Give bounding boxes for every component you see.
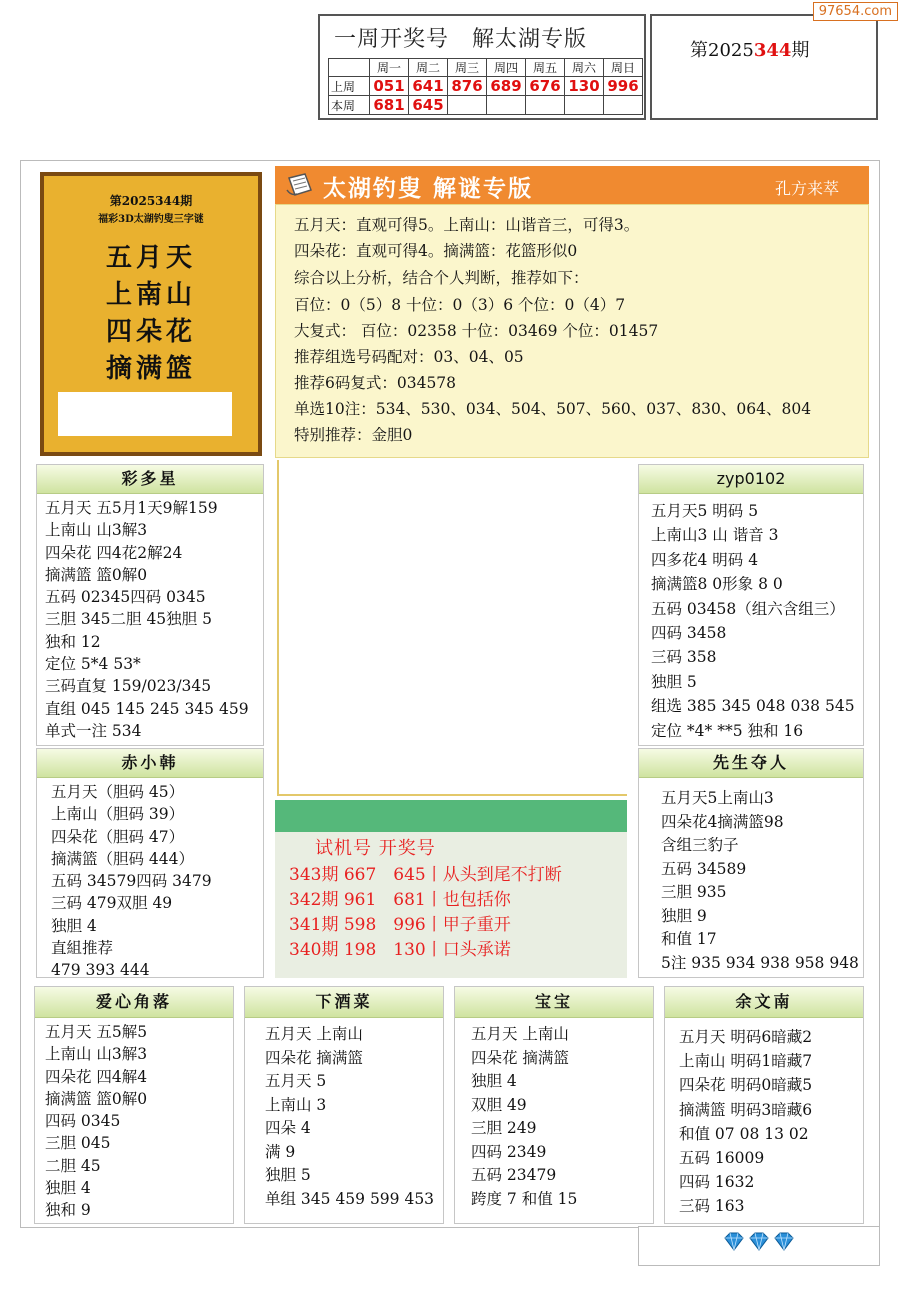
panel-line: 三码 163 — [679, 1197, 745, 1216]
panel-line: 独和 12 — [45, 632, 101, 651]
panel-line: 双胆 49 — [471, 1095, 527, 1114]
issue-number — [690, 36, 809, 62]
panel-line: 上南山3 山 谐音 3 — [651, 526, 779, 545]
panel-line: 五码 16009 — [679, 1149, 765, 1168]
panel-line: 四码 2349 — [471, 1142, 547, 1161]
panel-line: 摘满篮 篮0解0 — [45, 1089, 148, 1108]
center-blank-area — [277, 460, 627, 796]
issue-box — [650, 14, 878, 120]
analysis-line: 综合以上分析，结合个人判断，推荐如下： — [294, 269, 589, 287]
row-label: 本周 — [329, 96, 370, 115]
panel-line: 定位 *4* **5 独和 16 — [651, 721, 804, 740]
poem-subtitle: 福彩3D太湖钓叟三字谜 — [98, 214, 204, 225]
panel-caiduoxing — [36, 464, 264, 746]
panel-line: 四朵花4摘满篮98 — [661, 812, 784, 831]
panel-line: 直組推荐 — [51, 939, 114, 958]
panel-line: 四多花4 明码 4 — [651, 550, 759, 569]
trial-row: 343期 667 645丨从头到尾不打断 — [289, 865, 562, 885]
panel-line: 上南山 3 — [265, 1095, 327, 1114]
panel-line: 四朵花 摘满篮 — [265, 1048, 363, 1067]
panel-line: 四朵花 明码0暗藏5 — [679, 1076, 813, 1095]
panel-line: 五码 03458（组六含组三） — [651, 599, 845, 618]
panel-xiajiucai — [244, 986, 444, 1224]
panel-line: 上南山（胆码 39） — [51, 805, 185, 824]
poem-blank-area — [58, 392, 232, 436]
panel-line: 独胆 4 — [45, 1179, 91, 1198]
panel-line: 五码 02345四码 0345 — [45, 588, 206, 607]
draw-number: 641 — [409, 77, 448, 96]
paper-scroll-icon — [285, 172, 315, 202]
draw-number: 051 — [370, 77, 409, 96]
draw-number: 681 — [370, 96, 409, 115]
panel-line: 五月天5上南山3 — [661, 789, 774, 807]
trial-row: 342期 961 681丨也包括你 — [289, 890, 511, 910]
panel-line: 四码 0345 — [45, 1112, 121, 1131]
day-header: 周一 — [370, 59, 409, 77]
poem-box — [40, 172, 262, 456]
poem-line: 上南山 — [105, 280, 196, 310]
panel-line: 独和 9 — [45, 1201, 91, 1220]
analysis-line: 五月天：直观可得5。上南山：山谐音三，可得3。 — [294, 216, 640, 234]
panel-line: 独胆 9 — [661, 906, 707, 925]
panel-line: 三胆 045 — [45, 1134, 111, 1153]
analysis-body — [275, 204, 869, 458]
panel-line: 和值 17 — [661, 930, 717, 948]
day-header: 周四 — [487, 59, 526, 77]
row-label: 上周 — [329, 77, 370, 96]
analysis-line: 大复式： 百位：02358 十位：03469 个位：01457 — [294, 322, 659, 340]
diamond-icon — [725, 1233, 743, 1250]
panel-line: 摘满篮 篮0解0 — [45, 565, 148, 584]
trial-header: 试机号 开奖号 — [315, 838, 436, 859]
panel-line: 五月天 上南山 — [265, 1025, 363, 1043]
panel-line: 四朵花 四4解4 — [45, 1067, 148, 1086]
panel-line: 四码 3458 — [651, 624, 727, 643]
panel-line: 定位 5*4 53* — [45, 655, 141, 674]
poem-line: 摘满篮 — [105, 354, 196, 384]
panel-title: 宝宝 — [455, 987, 653, 1018]
panel-line: 和值 07 08 13 02 — [679, 1124, 809, 1143]
poem-line: 四朵花 — [105, 317, 196, 347]
panel-body — [471, 1023, 577, 1211]
draw-number: 996 — [604, 77, 643, 96]
panel-chixiaohan — [36, 748, 264, 978]
panel-line: 五月天5 明码 5 — [651, 502, 759, 520]
trial-numbers-box — [275, 832, 627, 978]
panel-body — [661, 787, 859, 975]
panel-title: 先生夺人 — [639, 749, 863, 778]
panel-line: 479 393 444 — [51, 961, 150, 980]
day-header: 周日 — [604, 59, 643, 77]
poem-line: 五月天 — [105, 243, 196, 273]
panel-line: 五月天 明码6暗藏2 — [679, 1028, 813, 1046]
weekly-header-row — [329, 59, 643, 77]
panel-line: 单式一注 534 — [45, 721, 142, 740]
weekly-corner — [329, 59, 370, 77]
panel-line: 直组 045 145 245 345 459 — [45, 699, 249, 718]
diamond-icon — [750, 1233, 768, 1250]
panel-line: 三码 358 — [651, 648, 717, 667]
panel-line: 跨度 7 和值 15 — [471, 1189, 578, 1208]
panel-baobao — [454, 986, 654, 1224]
day-header: 周三 — [448, 59, 487, 77]
last-week-row — [329, 77, 643, 96]
analysis-line: 特别推荐：金胆0 — [294, 426, 413, 444]
panel-line: 四朵花 四4花2解24 — [45, 543, 183, 562]
panel-line: 独胆 5 — [265, 1166, 311, 1184]
trial-row: 340期 198 130丨口头承诺 — [289, 940, 511, 960]
analysis-line: 推荐组选号码配对：03、04、05 — [294, 348, 524, 366]
panel-line: 摘满篮 明码3暗藏6 — [679, 1100, 813, 1119]
draw-number: 876 — [448, 77, 487, 96]
day-header: 周二 — [409, 59, 448, 77]
panel-line: 独胆 4 — [51, 916, 97, 935]
panel-line: 五月天 五5解5 — [45, 1023, 148, 1041]
bottom-strip — [638, 1226, 880, 1266]
draw-number — [604, 96, 643, 115]
panel-body — [265, 1023, 434, 1211]
panel-line: 三码直复 159/023/345 — [45, 677, 212, 696]
panel-title: 余文南 — [665, 987, 863, 1018]
panel-line: 组选 385 345 048 038 545 — [651, 697, 855, 716]
issue-suffix: 期 — [791, 40, 810, 61]
day-header: 周五 — [526, 59, 565, 77]
panel-line: 独胆 5 — [651, 672, 697, 691]
panel-yuwennan — [664, 986, 864, 1224]
panel-line: 5注 935 934 938 958 948 — [661, 953, 859, 972]
panel-line: 五月天（胆码 45） — [51, 783, 185, 801]
panel-line: 二胆 45 — [45, 1156, 101, 1175]
weekly-table — [328, 58, 643, 115]
panel-line: 上南山 山3解3 — [45, 1045, 148, 1064]
panel-line: 三胆 345二胆 45独胆 5 — [45, 610, 212, 629]
draw-number: 130 — [565, 77, 604, 96]
weekly-results-box — [318, 14, 646, 120]
issue-highlight: 344 — [753, 40, 792, 61]
panel-line: 三胆 249 — [471, 1119, 537, 1137]
panel-line: 三码 479双胆 49 — [51, 894, 173, 913]
panel-body — [679, 1025, 812, 1219]
panel-body — [51, 781, 212, 982]
panel-line: 摘满篮（胆码 444） — [51, 849, 195, 868]
weekly-title: 一周开奖号 解太湖专版 — [334, 27, 588, 52]
panel-title: 赤小韩 — [37, 749, 263, 778]
analysis-title: 太湖钓叟 解谜专版 — [323, 175, 534, 202]
analysis-line: 单选10注：534、530、034、504、507、560、037、830、064、804 — [294, 400, 812, 418]
panel-zyp0102 — [638, 464, 864, 746]
panel-line: 五码 34579四码 3479 — [51, 872, 212, 891]
poem-issue: 第2025344期 — [109, 194, 193, 208]
draw-number — [526, 96, 565, 115]
panel-line: 满 9 — [265, 1142, 296, 1161]
draw-number — [448, 96, 487, 115]
analysis-line: 百位：0（5）8 十位：0（3）6 个位：0（4）7 — [294, 296, 626, 314]
panel-title: zyp0102 — [639, 465, 863, 494]
panel-line: 含组三豹子 — [661, 836, 739, 854]
panel-body — [651, 499, 855, 743]
panel-body — [45, 1021, 147, 1222]
panel-line: 上南山 明码1暗藏7 — [679, 1052, 813, 1071]
analysis-line: 四朵花：直观可得4。摘满篮：花篮形似0 — [294, 242, 578, 260]
panel-title: 下酒菜 — [245, 987, 443, 1018]
gems-group — [723, 1231, 795, 1257]
trial-header-bar — [275, 800, 627, 832]
panel-title: 彩多星 — [37, 465, 263, 494]
panel-line: 四朵 4 — [265, 1119, 311, 1137]
panel-title: 爱心角落 — [35, 987, 233, 1018]
draw-number: 676 — [526, 77, 565, 96]
panel-body — [45, 497, 249, 742]
analysis-header — [275, 166, 869, 204]
panel-xiansheng — [638, 748, 864, 978]
panel-line: 摘满篮8 0形象 8 0 — [651, 575, 783, 594]
panel-line: 五月天 五5月1天9解159 — [45, 499, 218, 517]
draw-number: 689 — [487, 77, 526, 96]
panel-line: 上南山 山3解3 — [45, 521, 148, 540]
draw-number: 645 — [409, 96, 448, 115]
panel-aixin — [34, 986, 234, 1224]
trial-row: 341期 598 996丨甲子重开 — [289, 915, 511, 935]
day-header: 周六 — [565, 59, 604, 77]
panel-line: 单组 345 459 599 453 — [265, 1189, 435, 1208]
draw-number — [565, 96, 604, 115]
panel-line: 三胆 935 — [661, 883, 727, 901]
panel-line: 五月天 上南山 — [471, 1025, 569, 1043]
panel-line: 五码 23479 — [471, 1166, 557, 1184]
draw-number — [487, 96, 526, 115]
analysis-line: 推荐6码复式：034578 — [294, 374, 457, 392]
panel-line: 四朵花（胆码 47） — [51, 827, 185, 846]
analysis-author: 孔方来萃 — [774, 179, 839, 198]
poem-lines — [44, 240, 258, 388]
site-tag[interactable]: 97654.com — [813, 2, 898, 21]
panel-line: 四码 1632 — [679, 1173, 755, 1192]
panel-line: 五月天 5 — [265, 1072, 327, 1090]
panel-line: 四朵花 摘满篮 — [471, 1048, 569, 1067]
issue-prefix: 第2025 — [690, 40, 754, 61]
panel-line: 独胆 4 — [471, 1072, 517, 1090]
panel-line: 五码 34589 — [661, 859, 747, 878]
diamond-icon — [775, 1233, 793, 1250]
this-week-row — [329, 96, 643, 115]
